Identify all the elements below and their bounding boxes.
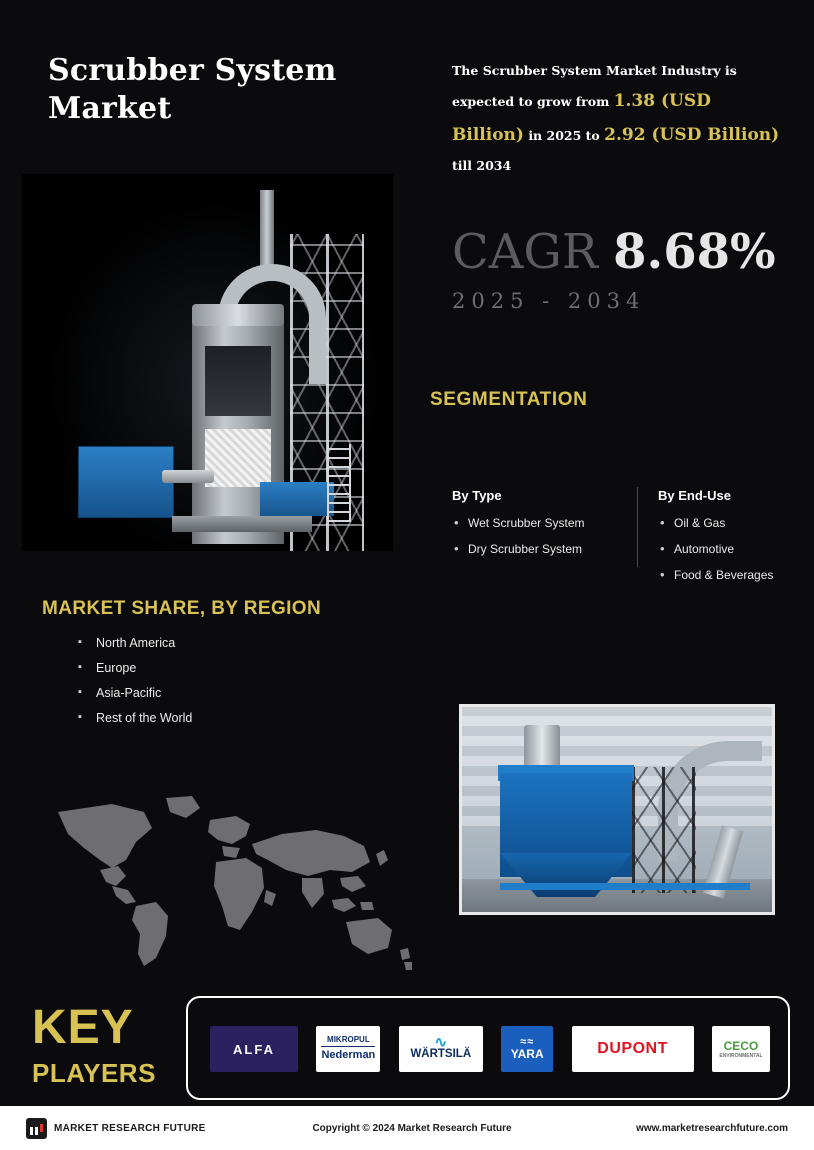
cagr-block bbox=[452, 224, 776, 280]
exhaust-stack bbox=[260, 190, 274, 268]
world-map-svg bbox=[40, 790, 420, 975]
photo-steel-frame bbox=[632, 767, 696, 893]
scrubber-system-illustration bbox=[22, 174, 393, 551]
list-item: ▪ Rest of the World bbox=[78, 711, 192, 725]
intro-part-3: till 2034 bbox=[452, 158, 512, 174]
access-ladder bbox=[327, 444, 351, 522]
photo-blue-rail bbox=[500, 883, 750, 890]
scrubber-tower-window bbox=[205, 346, 271, 416]
list-item: • Wet Scrubber System bbox=[452, 516, 627, 530]
footer-bar bbox=[0, 1106, 814, 1150]
segmentation-by-type-heading: By Type bbox=[452, 488, 502, 503]
blue-equipment-module-secondary bbox=[260, 482, 334, 516]
region-list bbox=[78, 636, 192, 736]
logo-mikropul-text: MIKROPUL bbox=[327, 1035, 370, 1045]
logo-alfa-laval bbox=[210, 1026, 298, 1072]
logo-yara bbox=[501, 1026, 553, 1072]
logo-mikropul bbox=[316, 1026, 380, 1072]
segmentation-heading: SEGMENTATION bbox=[430, 389, 588, 410]
horizontal-pipe bbox=[162, 470, 214, 483]
key-players-line-1: KEY bbox=[32, 1001, 134, 1054]
list-item: ▪ Europe bbox=[78, 661, 192, 675]
logo-nederman-text: Nederman bbox=[321, 1046, 375, 1063]
intro-part-1: The Scrubber System Market Industry is expected to grow from bbox=[452, 63, 737, 109]
intro-value-1: 1.38 (USD Billion) bbox=[452, 90, 711, 146]
footer-brand-text: MARKET RESEARCH FUTURE bbox=[54, 1122, 206, 1134]
logo-wartsila bbox=[399, 1026, 483, 1072]
cagr-label: CAGR bbox=[452, 224, 598, 280]
region-heading: MARKET SHARE, BY REGION bbox=[42, 598, 322, 619]
key-players-logos bbox=[196, 1024, 784, 1074]
scrubber-tower-top bbox=[192, 304, 284, 326]
footer-brand bbox=[26, 1118, 276, 1139]
logo-ceco-sub-text: ENVIRONMENTAL bbox=[719, 1053, 763, 1060]
footer-copyright: Copyright © 2024 Market Research Future bbox=[312, 1122, 512, 1134]
key-players-heading bbox=[32, 1001, 178, 1088]
scrubber-packing-media bbox=[205, 429, 271, 487]
key-players-line-2: PLAYERS bbox=[32, 1058, 156, 1088]
list-item: ▪ Asia-Pacific bbox=[78, 686, 192, 700]
segmentation-column-by-type bbox=[452, 488, 627, 568]
industrial-scrubber-photo bbox=[459, 704, 775, 915]
yara-waves-icon: ≈≈ bbox=[520, 1035, 535, 1048]
logo-yara-text: YARA bbox=[510, 1046, 544, 1061]
list-item: • Food & Beverages bbox=[658, 568, 814, 582]
page-title: Scrubber System Market bbox=[48, 53, 337, 127]
logo-ceco bbox=[712, 1026, 770, 1072]
blue-equipment-module bbox=[78, 446, 174, 518]
wartsila-swoosh-icon: ∿ bbox=[434, 1034, 448, 1051]
logo-dupont bbox=[572, 1026, 694, 1072]
logo-dupont-text: DUPONT bbox=[597, 1040, 668, 1057]
list-item: ▪ North America bbox=[78, 636, 192, 650]
world-map bbox=[40, 790, 420, 975]
logo-ceco-text: CECO bbox=[723, 1038, 759, 1053]
list-item: • Automotive bbox=[658, 542, 814, 556]
list-item: • Dry Scrubber System bbox=[452, 542, 627, 556]
segmentation-column-by-end-use bbox=[658, 488, 814, 594]
logo-wartsila-text: WÄRTSILÄ bbox=[410, 1048, 472, 1060]
intro-part-2: in 2025 to bbox=[528, 128, 600, 144]
segmentation-divider bbox=[637, 487, 638, 567]
cagr-years: 2025 - 2034 bbox=[452, 289, 646, 313]
segmentation-by-end-use-heading: By End-Use bbox=[658, 488, 731, 503]
logo-alfa-laval-text: ALFA bbox=[233, 1041, 275, 1057]
footer-website[interactable]: www.marketresearchfuture.com bbox=[636, 1122, 788, 1134]
intro-value-2: 2.92 (USD Billion) bbox=[604, 125, 780, 146]
intro-paragraph bbox=[452, 58, 782, 179]
equipment-base bbox=[172, 516, 312, 532]
market-research-future-logo-icon bbox=[26, 1118, 47, 1139]
list-item: • Oil & Gas bbox=[658, 516, 814, 530]
cagr-value: 8.68% bbox=[613, 224, 776, 280]
